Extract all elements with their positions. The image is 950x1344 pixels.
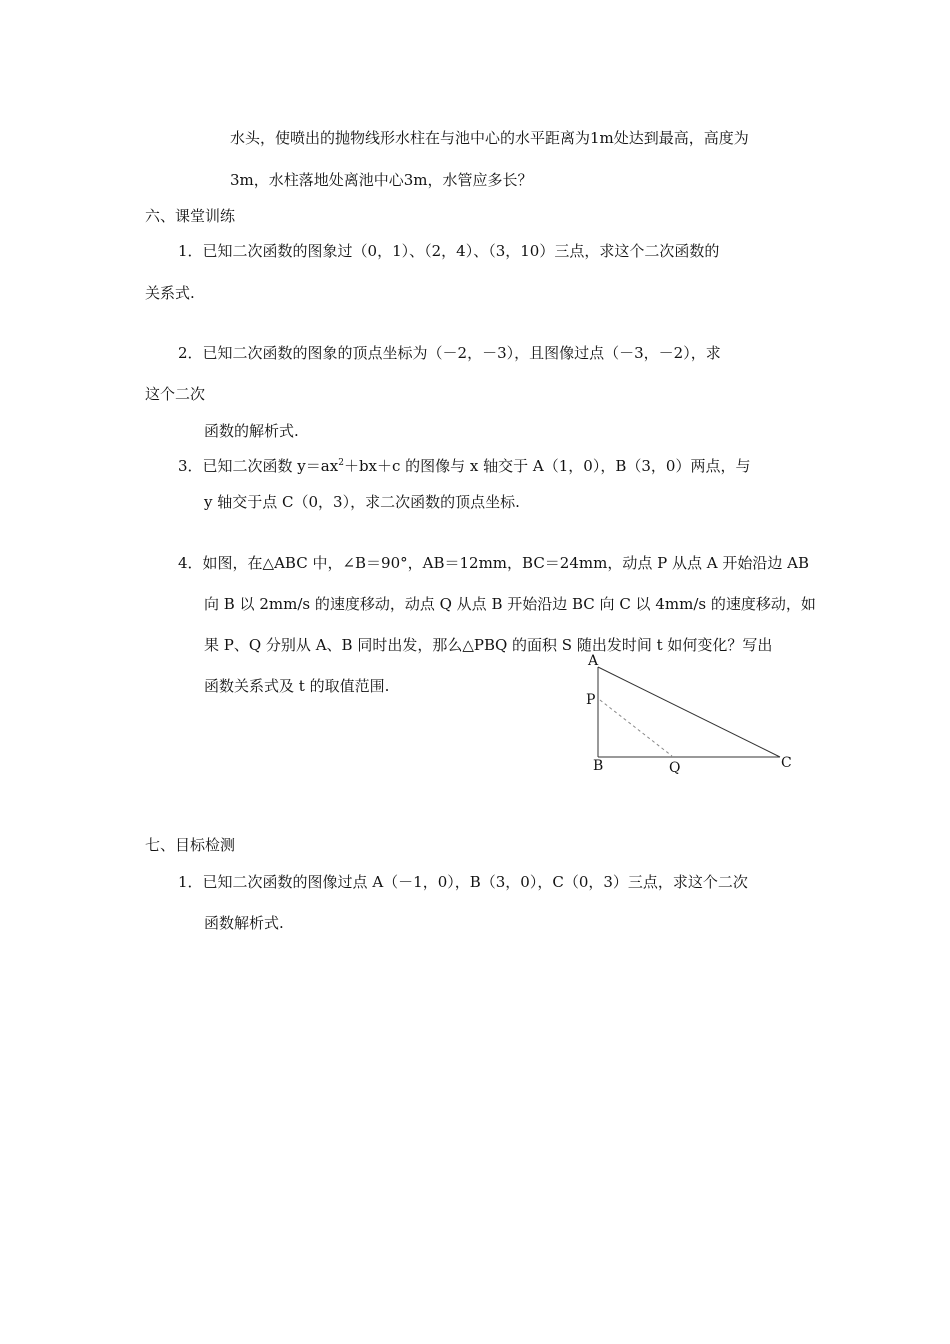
s6-q2-line-3: 函数的解析式.: [204, 422, 299, 440]
side-ac: [598, 667, 780, 757]
label-p: P: [586, 692, 596, 708]
s6-q1-line-2: 关系式.: [145, 284, 195, 302]
s6-q4-line-4: 函数关系式及 t 的取值范围.: [204, 677, 390, 695]
s6-q2-line-2: 这个二次: [145, 385, 206, 403]
s6-q4-line-3: 果 P、Q 分别从 A、B 同时出发，那么△PBQ 的面积 S 随出发时间 t 如何变化？写出: [204, 636, 773, 654]
label-b: B: [593, 758, 604, 774]
label-a: A: [588, 653, 599, 669]
section-7-heading: 七、目标检测: [145, 836, 236, 854]
segment-pq: [600, 700, 672, 756]
intro-line-2: 3m，水柱落地处离池中心3m，水管应多长？: [230, 171, 533, 189]
label-q: Q: [669, 760, 681, 776]
s6-q1-line-1: 1．已知二次函数的图象过（0，1）、（2，4）、（3，10）三点，求这个二次函数的: [178, 242, 720, 260]
s6-q3-line-2: y 轴交于点 C（0，3），求二次函数的顶点坐标.: [204, 493, 520, 511]
s6-q2-line-1: 2．已知二次函数的图象的顶点坐标为（－2，－3），且图像过点（－3，－2），求: [178, 344, 721, 362]
s7-q1-line-1: 1．已知二次函数的图像过点 A（－1，0），B（3，0），C（0，3）三点，求这个二次: [178, 873, 748, 891]
section-6-heading: 六、课堂训练: [145, 207, 236, 225]
s6-q3-line-1-post: ＋bx＋c 的图像与 x 轴交于 A（1，0），B（3，0）两点，与: [343, 457, 751, 475]
s6-q4-line-2: 向 B 以 2mm/s 的速度移动，动点 Q 从点 B 开始沿边 BC 向 C 以 4mm/s 的速度移动，如: [204, 595, 816, 613]
label-c: C: [781, 755, 792, 771]
intro-line-1: 水头，使喷出的抛物线形水柱在与池中心的水平距离为1m处达到最高，高度为: [230, 129, 749, 147]
s6-q3-exponent: 2: [338, 458, 344, 468]
s7-q1-line-2: 函数解析式.: [204, 914, 284, 932]
s6-q4-line-1: 4．如图，在△ABC 中，∠B＝90°，AB＝12mm，BC＝24mm，动点 P 从点 A 开始沿边 AB: [178, 554, 809, 572]
s6-q3-line-1-pre: 3．已知二次函数 y＝ax: [178, 457, 339, 475]
